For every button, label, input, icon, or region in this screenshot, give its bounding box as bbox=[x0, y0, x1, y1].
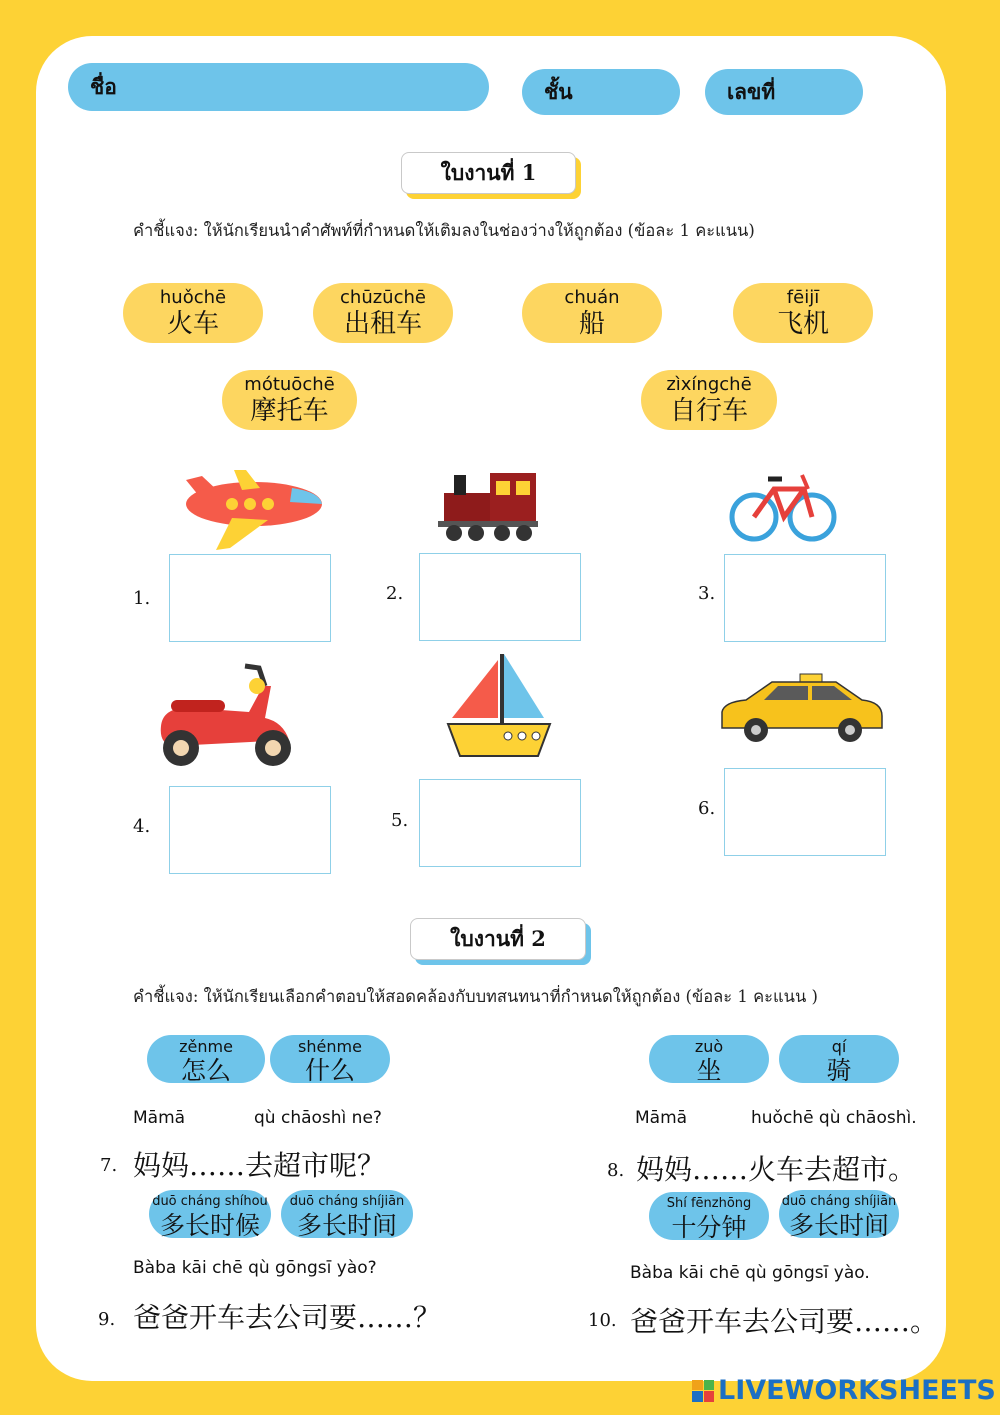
word-bank-item: chuán 船 bbox=[522, 283, 662, 343]
sheet1-title: ใบงานที่ 1 bbox=[401, 152, 576, 194]
q10-pinyin: Bàba kāi chē qù gōngsī yào. bbox=[630, 1263, 870, 1283]
number-field[interactable] bbox=[705, 69, 863, 115]
answer-box-5[interactable] bbox=[419, 779, 581, 867]
answer-box-6[interactable] bbox=[724, 768, 886, 856]
question-number-8: 8. bbox=[607, 1160, 625, 1181]
question-7-sentence: 妈妈……去超市呢？ bbox=[133, 1149, 386, 1182]
answer-box-3[interactable] bbox=[724, 554, 886, 642]
name-label: ชื่อ bbox=[90, 73, 117, 99]
class-label: ชั้น bbox=[544, 78, 573, 104]
word-bank-item: mótuōchē 摩托车 bbox=[222, 370, 357, 430]
class-field[interactable] bbox=[522, 69, 680, 115]
item-number: 4. bbox=[133, 816, 151, 837]
q7-pinyin-b: qù chāoshì ne? bbox=[254, 1108, 382, 1128]
answer-box-4[interactable] bbox=[169, 786, 331, 874]
item-number: 1. bbox=[133, 588, 151, 609]
brand-name: LIVEWORKSHEETS bbox=[718, 1375, 996, 1406]
scooter-image bbox=[153, 656, 298, 771]
item-number: 3. bbox=[698, 583, 716, 604]
question-10-sentence: 爸爸开车去公司要……。 bbox=[630, 1305, 939, 1338]
option-zenme[interactable]: zěnme 怎么 bbox=[147, 1035, 265, 1083]
answer-box-1[interactable] bbox=[169, 554, 331, 642]
option-duochang-shijian-10[interactable]: duō cháng shíjiān 多长时间 bbox=[779, 1190, 899, 1238]
bicycle-image bbox=[728, 465, 838, 547]
word-bank-item: chūzūchē 出租车 bbox=[313, 283, 453, 343]
option-shenme[interactable]: shénme 什么 bbox=[270, 1035, 390, 1083]
option-zuo[interactable]: zuò 坐 bbox=[649, 1035, 769, 1083]
question-number-9: 9. bbox=[98, 1309, 116, 1330]
q8-pinyin-b: huǒchē qù chāoshì. bbox=[751, 1108, 917, 1128]
question-number-7: 7. bbox=[100, 1155, 118, 1176]
item-number: 6. bbox=[698, 798, 716, 819]
sailboat-image bbox=[446, 652, 552, 762]
option-qi[interactable]: qí 骑 bbox=[779, 1035, 899, 1083]
q7-pinyin-a: Māmā bbox=[133, 1108, 186, 1128]
train-image bbox=[438, 465, 543, 545]
name-field[interactable] bbox=[68, 63, 489, 111]
sheet1-instruction: คำชี้แจง: ให้นักเรียนนำคำศัพท์ที่กำหนดให้เติมลงในช่องว่างให้ถูกต้อง (ข้อละ 1 คะแนน) bbox=[133, 221, 755, 240]
question-number-10: 10. bbox=[588, 1310, 617, 1331]
number-label: เลขที่ bbox=[727, 78, 776, 104]
word-bank-item: zìxíngchē 自行车 bbox=[641, 370, 777, 430]
item-number: 5. bbox=[391, 810, 409, 831]
word-bank-item: huǒchē 火车 bbox=[123, 283, 263, 343]
sheet2-title: ใบงานที่ 2 bbox=[410, 918, 586, 960]
question-8-sentence: 妈妈……火车去超市。 bbox=[636, 1153, 917, 1186]
liveworksheets-mark-icon bbox=[692, 1380, 714, 1402]
answer-box-2[interactable] bbox=[419, 553, 581, 641]
taxi-image bbox=[716, 672, 886, 746]
question-9-sentence: 爸爸开车去公司要……？ bbox=[133, 1301, 442, 1334]
liveworksheets-logo bbox=[692, 1375, 996, 1406]
q8-pinyin-a: Māmā bbox=[635, 1108, 688, 1128]
option-shi-fenzhong[interactable]: Shí fēnzhōng 十分钟 bbox=[649, 1192, 769, 1240]
option-duochang-shihou[interactable]: duō cháng shíhou 多长时候 bbox=[149, 1190, 271, 1238]
q9-pinyin: Bàba kāi chē qù gōngsī yào? bbox=[133, 1258, 377, 1278]
item-number: 2. bbox=[386, 583, 404, 604]
sheet2-instruction: คำชี้แจง: ให้นักเรียนเลือกคำตอบให้สอดคล้องกับบทสนทนาที่กำหนดให้ถูกต้อง (ข้อละ 1 คะแนน ) bbox=[133, 987, 818, 1006]
option-duochang-shijian[interactable]: duō cháng shíjiān 多长时间 bbox=[281, 1190, 413, 1238]
word-bank-item: fēijī 飞机 bbox=[733, 283, 873, 343]
airplane-image bbox=[172, 462, 327, 552]
